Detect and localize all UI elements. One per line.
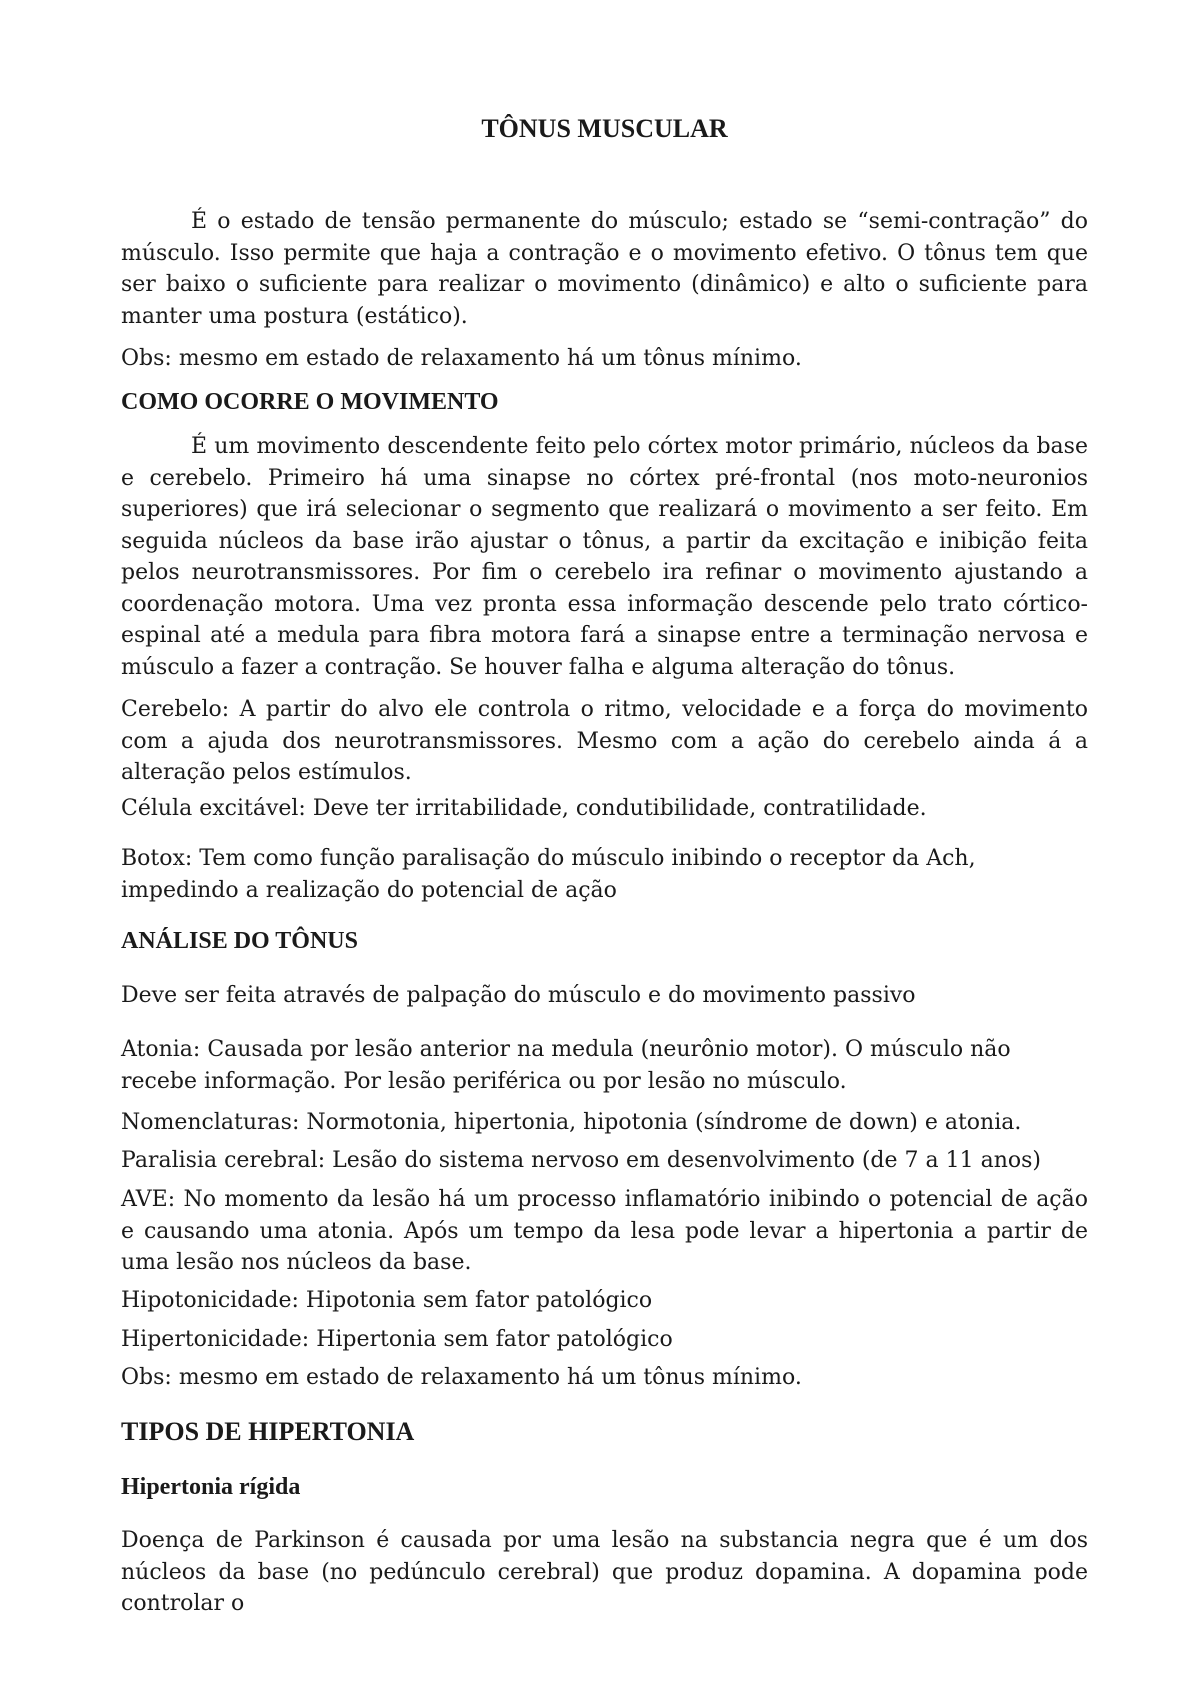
section-heading-analise: ANÁLISE DO TÔNUS [121,928,358,954]
celula-paragraph: Célula excitável: Deve ter irritabilidade, condutibilidade, contratilidade. [121,796,927,821]
rigida-paragraph: Doença de Parkinson é causada por uma lesão na substancia negra que é um dos núcleos da base (no pedúnculo cerebral) que produz dopamina. A dopamina pode controlar o [121,1528,1088,1616]
section-heading-movimento: COMO OCORRE O MOVIMENTO [121,389,499,415]
paralisia-paragraph: Paralisia cerebral: Lesão do sistema nervoso em desenvolvimento (de 7 a 11 anos) [121,1148,1041,1173]
hipotonicidade-paragraph: Hipotonicidade: Hipotonia sem fator patológico [121,1288,653,1313]
hipertonicidade-paragraph: Hipertonicidade: Hipertonia sem fator patológico [121,1327,673,1352]
page-title: TÔNUS MUSCULAR [481,114,728,143]
ave-paragraph: AVE: No momento da lesão há um processo inflamatório inibindo o potencial de ação e causando uma atonia. Após um tempo da lesa pode levar a hipertonia a partir de uma lesão nos núcleos da base. [121,1187,1088,1275]
botox-paragraph: Botox: Tem como função paralisação do músculo inibindo o receptor da Ach, impedindo a realização do potencial de ação [121,846,976,903]
section-heading-tipos: TIPOS DE HIPERTONIA [121,1417,415,1446]
analise-paragraph: Deve ser feita através de palpação do músculo e do movimento passivo [121,983,916,1008]
subheading-hipertonia-rigida: Hipertonia rígida [121,1474,301,1500]
atonia-paragraph: Atonia: Causada por lesão anterior na medula (neurônio motor). O músculo não recebe informação. Por lesão periférica ou por lesão no músculo. [121,1037,1011,1094]
intro-paragraph: É o estado de tensão permanente do músculo; estado se “semi-contração” do músculo. Isso permite que haja a contração e o movimento efetivo. O tônus tem que ser baixo o suficiente para realizar o movimento (dinâmico) e alto o suficiente para manter uma postura (estático). [121,209,1088,329]
analise-obs: Obs: mesmo em estado de relaxamento há um tônus mínimo. [121,1365,802,1390]
cerebelo-paragraph: Cerebelo: A partir do alvo ele controla o ritmo, velocidade e a força do movimento com a ajuda dos neurotransmissores. Mesmo com a ação do cerebelo ainda á a alteração pelos estímulos. [121,697,1088,785]
intro-obs: Obs: mesmo em estado de relaxamento há um tônus mínimo. [121,346,802,371]
movimento-paragraph: É um movimento descendente feito pelo córtex motor primário, núcleos da base e cerebelo. Primeiro há uma sinapse no córtex pré-frontal (nos moto-neuronios superiores) que irá selecionar o segmento que realizará o movimento a ser feito. Em seguida núcleos da base irão ajustar o tônus, a partir da excitação e inibição feita pelos neurotransmissores. Por fim o cerebelo ira refinar o movimento ajustando a coordenação motora. Uma vez pronta essa informação descende pelo trato córtico-espinal até a medula para fibra motora fará a sinapse entre a terminação nervosa e músculo a fazer a contração. Se houver falha e alguma alteração do tônus. [121,434,1088,680]
nomenclaturas-paragraph: Nomenclaturas: Normotonia, hipertonia, hipotonia (síndrome de down) e atonia. [121,1110,1022,1135]
